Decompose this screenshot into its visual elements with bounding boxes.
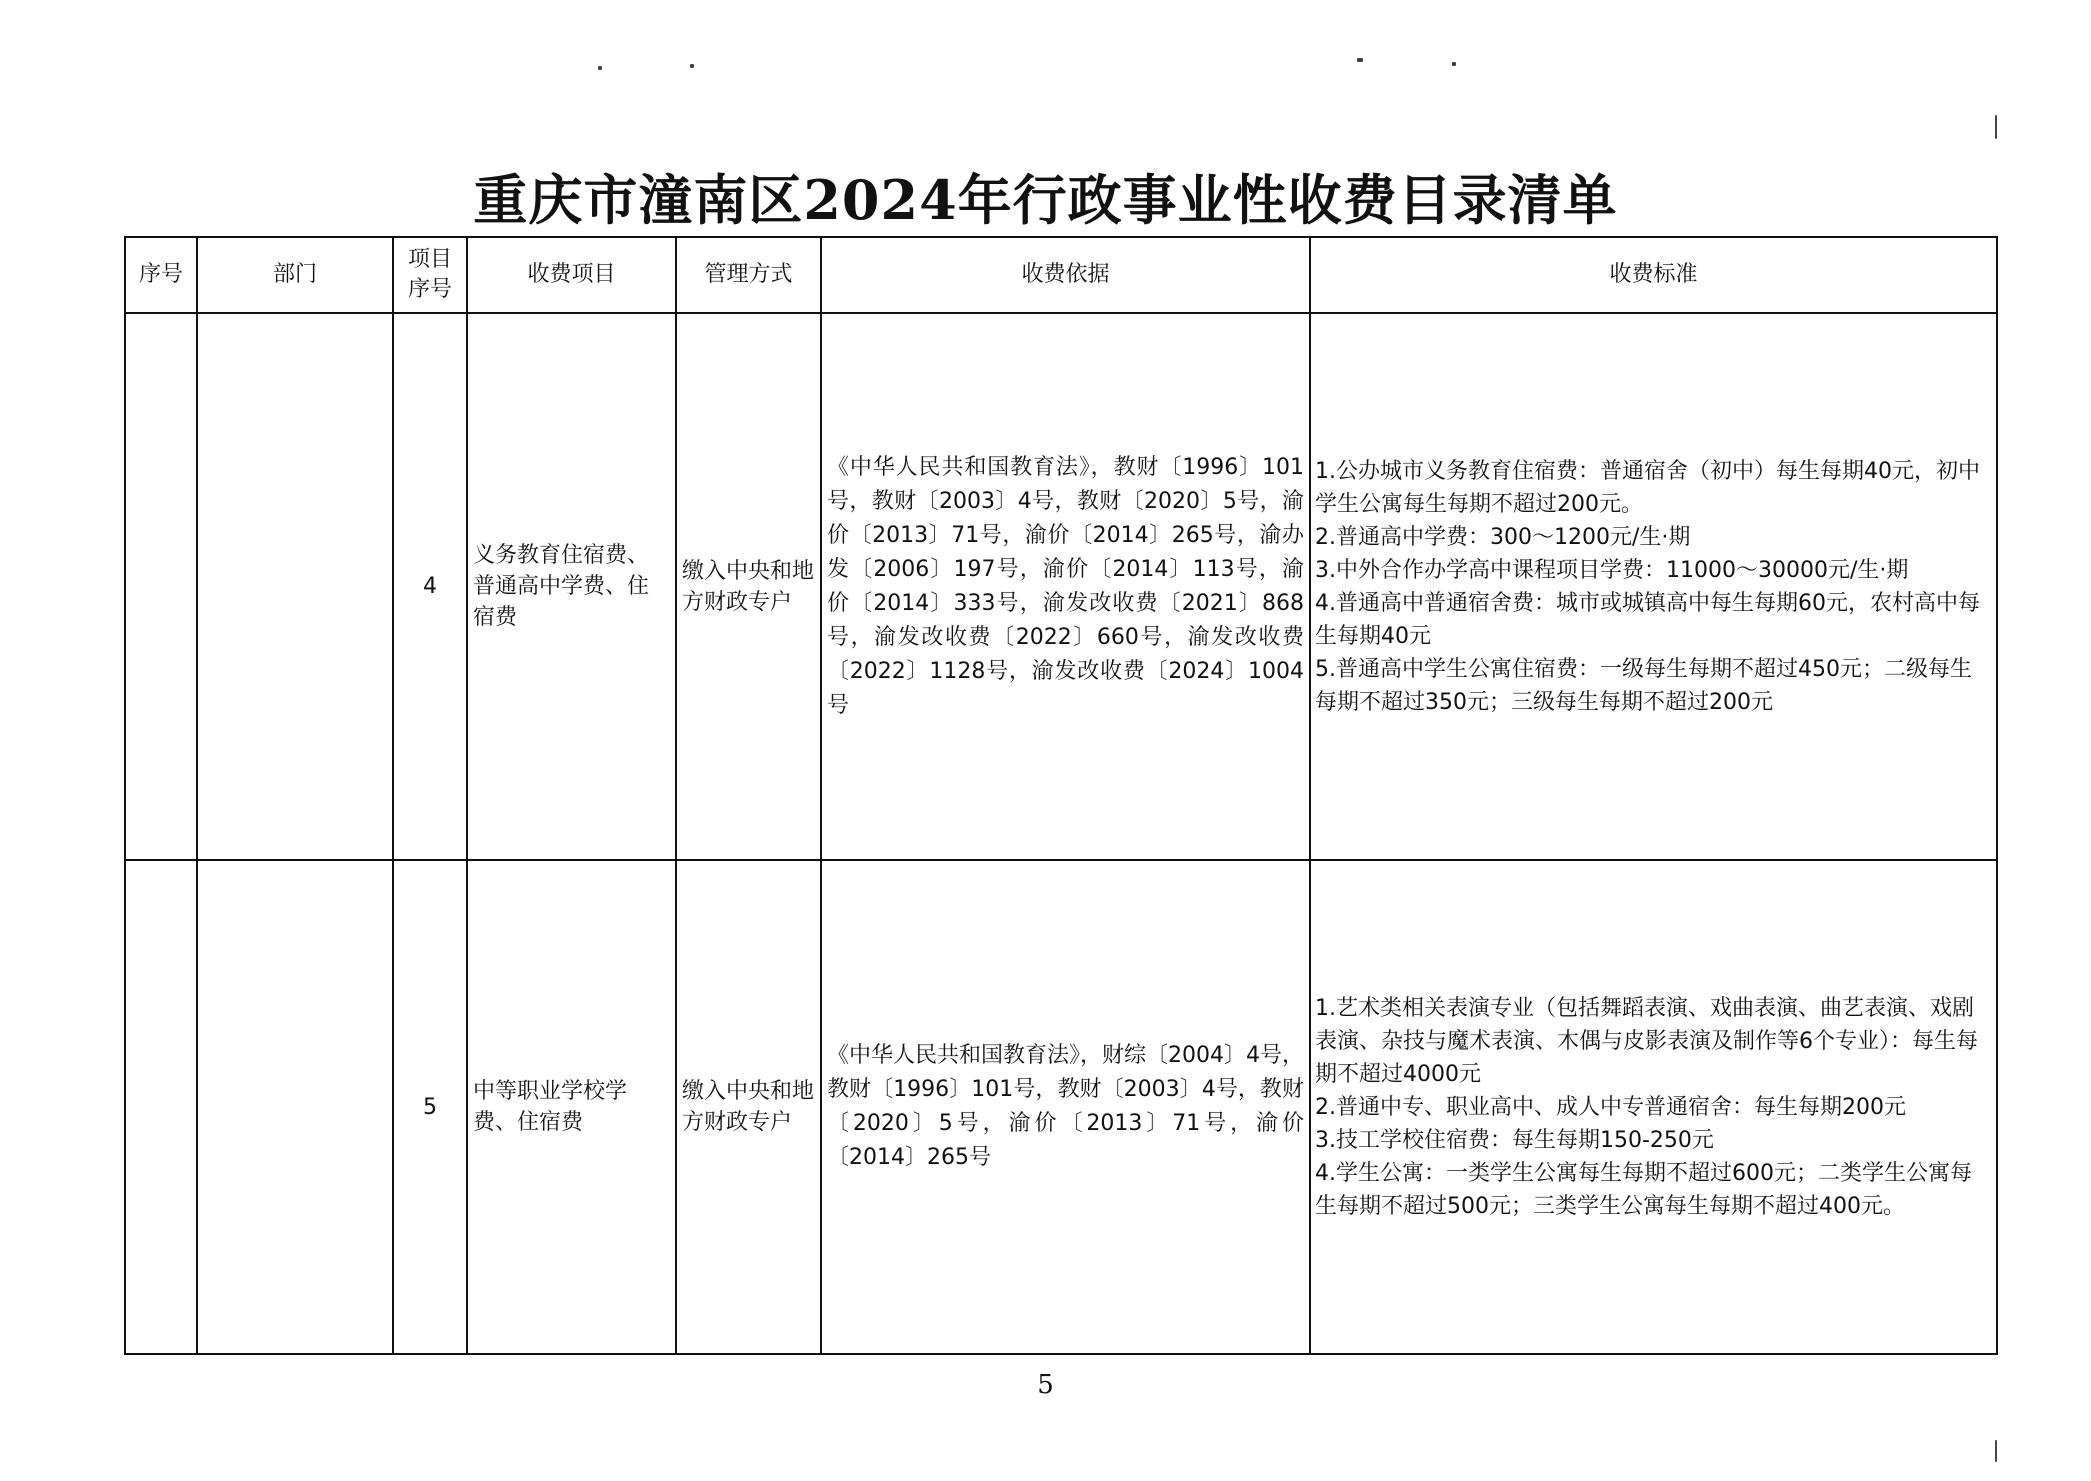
scan-speck — [598, 66, 602, 70]
scan-speck — [1357, 58, 1363, 62]
cell-department — [197, 860, 393, 1354]
standard-line: 2.普通高中学费：300～1200元/生·期 — [1315, 524, 1691, 550]
header-standard: 收费标准 — [1310, 237, 1997, 313]
standard-line: 4.普通高中普通宿舍费：城市或城镇高中每生每期60元，农村高中每生每期40元 — [1315, 590, 1980, 649]
cell-fee-item: 中等职业学校学费、住宿费 — [467, 860, 676, 1354]
standard-line: 1.艺术类相关表演专业（包括舞蹈表演、戏曲表演、曲艺表演、戏剧表演、杂技与魔术表演、木偶与皮影表演及制作等6个专业）：每生每期不超过4000元 — [1315, 995, 1978, 1087]
header-management: 管理方式 — [676, 237, 821, 313]
header-fee-item: 收费项目 — [467, 237, 676, 313]
scan-speck — [1995, 115, 1997, 139]
scan-speck — [690, 64, 694, 68]
document-title: 重庆市潼南区2024年行政事业性收费目录清单 — [473, 168, 1618, 232]
table-header-row — [125, 237, 1997, 313]
page-number: 5 — [1037, 1370, 1054, 1400]
cell-department — [197, 313, 393, 860]
scan-speck — [1452, 62, 1456, 66]
scan-speck — [1995, 1440, 1997, 1462]
cell-seq — [125, 313, 197, 860]
cell-standard — [1310, 860, 1997, 1354]
cell-basis: 《中华人民共和国教育法》，教财〔1996〕101号，教财〔2003〕4号，教财〔2020〕5号，渝价〔2013〕71号，渝价〔2014〕265号，渝办发〔2006〕197号，渝价〔2014〕113号，渝价〔2014〕333号，渝发改收费〔2021〕868号，渝发改收费〔2022〕660号，渝发改收费〔2022〕1128号，渝发改收费〔2024〕1004号 — [821, 313, 1310, 860]
cell-management: 缴入中央和地方财政专户 — [676, 313, 821, 860]
cell-item-seq: 4 — [393, 313, 467, 860]
cell-management: 缴入中央和地方财政专户 — [676, 860, 821, 1354]
standard-line: 3.技工学校住宿费：每生每期150-250元 — [1315, 1127, 1714, 1153]
header-item-seq: 项目序号 — [393, 237, 467, 313]
table-row — [125, 860, 1997, 1354]
cell-standard — [1310, 313, 1997, 860]
fee-catalog-table — [124, 236, 1998, 1355]
cell-item-seq: 5 — [393, 860, 467, 1354]
header-basis: 收费依据 — [821, 237, 1310, 313]
cell-fee-item: 义务教育住宿费、普通高中学费、住宿费 — [467, 313, 676, 860]
standard-line: 5.普通高中学生公寓住宿费：一级每生每期不超过450元；二级每生每期不超过350元；三级每生每期不超过200元 — [1315, 656, 1972, 715]
standard-line: 2.普通中专、职业高中、成人中专普通宿舍：每生每期200元 — [1315, 1094, 1906, 1120]
table-row — [125, 313, 1997, 860]
standard-line: 1.公办城市义务教育住宿费：普通宿舍（初中）每生每期40元，初中学生公寓每生每期不超过200元。 — [1315, 458, 1980, 517]
header-seq: 序号 — [125, 237, 197, 313]
header-department: 部门 — [197, 237, 393, 313]
standard-line: 3.中外合作办学高中课程项目学费：11000～30000元/生·期 — [1315, 557, 1909, 583]
cell-seq — [125, 860, 197, 1354]
cell-basis: 《中华人民共和国教育法》，财综〔2004〕4号，教财〔1996〕101号，教财〔2003〕4号，教财〔2020〕5号，渝价〔2013〕71号，渝价〔2014〕265号 — [821, 860, 1310, 1354]
standard-line: 4.学生公寓：一类学生公寓每生每期不超过600元；二类学生公寓每生每期不超过500元；三类学生公寓每生每期不超过400元。 — [1315, 1160, 1972, 1219]
